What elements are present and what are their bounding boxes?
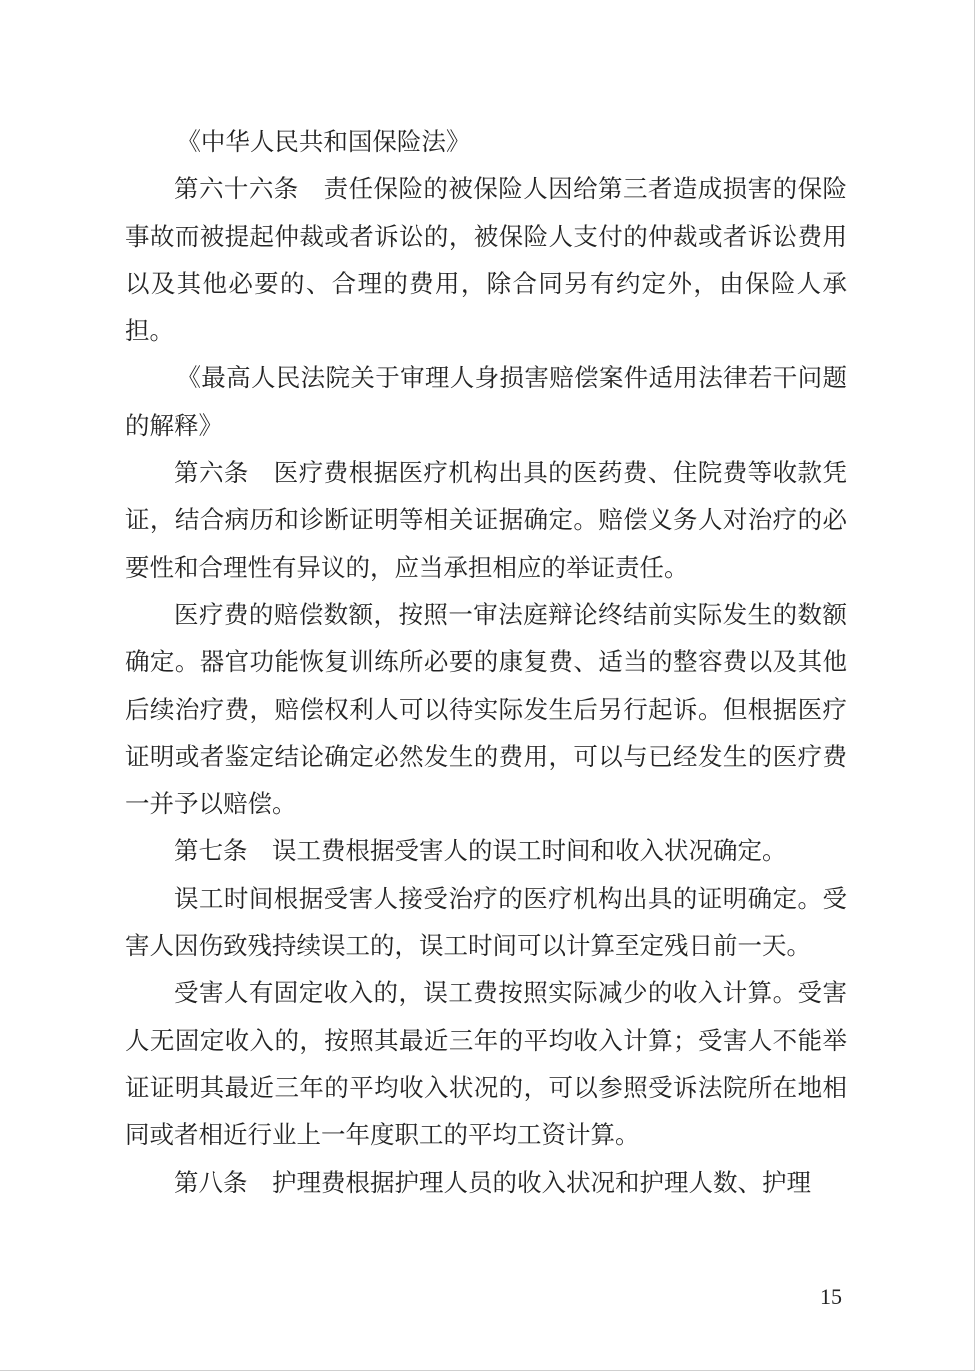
law-title-insurance-law: 《中华人民共和国保险法》 [176,127,471,156]
article-text: 误工费根据受害人的误工时间和收入状况确定。 [272,836,787,866]
article-text: 责任保险的被保险人因给第三者造成损害的保险事故而被提起仲裁或者诉讼的，被保险人支付的仲裁或者诉讼费用以及其他必要的、合理的费用，除合同另有约定外，由保险人承担。 [125,174,848,346]
article-number: 第七条 [174,836,248,866]
paragraph-lost-work-time: 误工时间根据受害人接受治疗的医疗机构出具的证明确定。受害人因伤致残持续误工的，误工时间可以计算至定残日前一天。 [125,883,847,961]
law-title-judicial-interpretation: 《最高人民法院关于审理人身损害赔偿案件适用法律若干问题的解释》 [125,363,847,440]
article-66 [125,165,847,354]
article-number: 第六十六条 [174,174,299,204]
article-6 [125,449,847,591]
page-number: 15 [820,1284,842,1309]
article-text: 护理费根据护理人员的收入状况和护理人数、护理 [272,1167,811,1197]
article-text: 医疗费根据医疗机构出具的医药费、住院费等收款凭证，结合病历和诊断证明等相关证据确定。赔偿义务人对治疗的必要性和合理性有异议的，应当承担相应的举证责任。 [125,458,847,582]
article-number: 第六条 [174,458,249,488]
paragraph-lost-work-income: 受害人有固定收入的，误工费按照实际减少的收入计算。受害人无固定收入的，按照其最近三年的平均收入计算；受害人不能举证证明其最近三年的平均收入状况的，可以参照受诉法院所在地相同或者相近行业上一年度职工的平均工资计算。 [125,978,847,1150]
article-number: 第八条 [174,1167,248,1197]
article-8 [125,1159,847,1206]
paragraph-medical-fee-amount: 医疗费的赔偿数额，按照一审法庭辩论终结前实际发生的数额确定。器官功能恢复训练所必要的康复费、适当的整容费以及其他后续治疗费，赔偿权利人可以待实际发生后另行起诉。但根据医疗证明或者鉴定结论确定必然发生的费用，可以与已经发生的医疗费一并予以赔偿。 [125,599,847,819]
body-text [125,118,847,1206]
article-7 [125,827,847,874]
